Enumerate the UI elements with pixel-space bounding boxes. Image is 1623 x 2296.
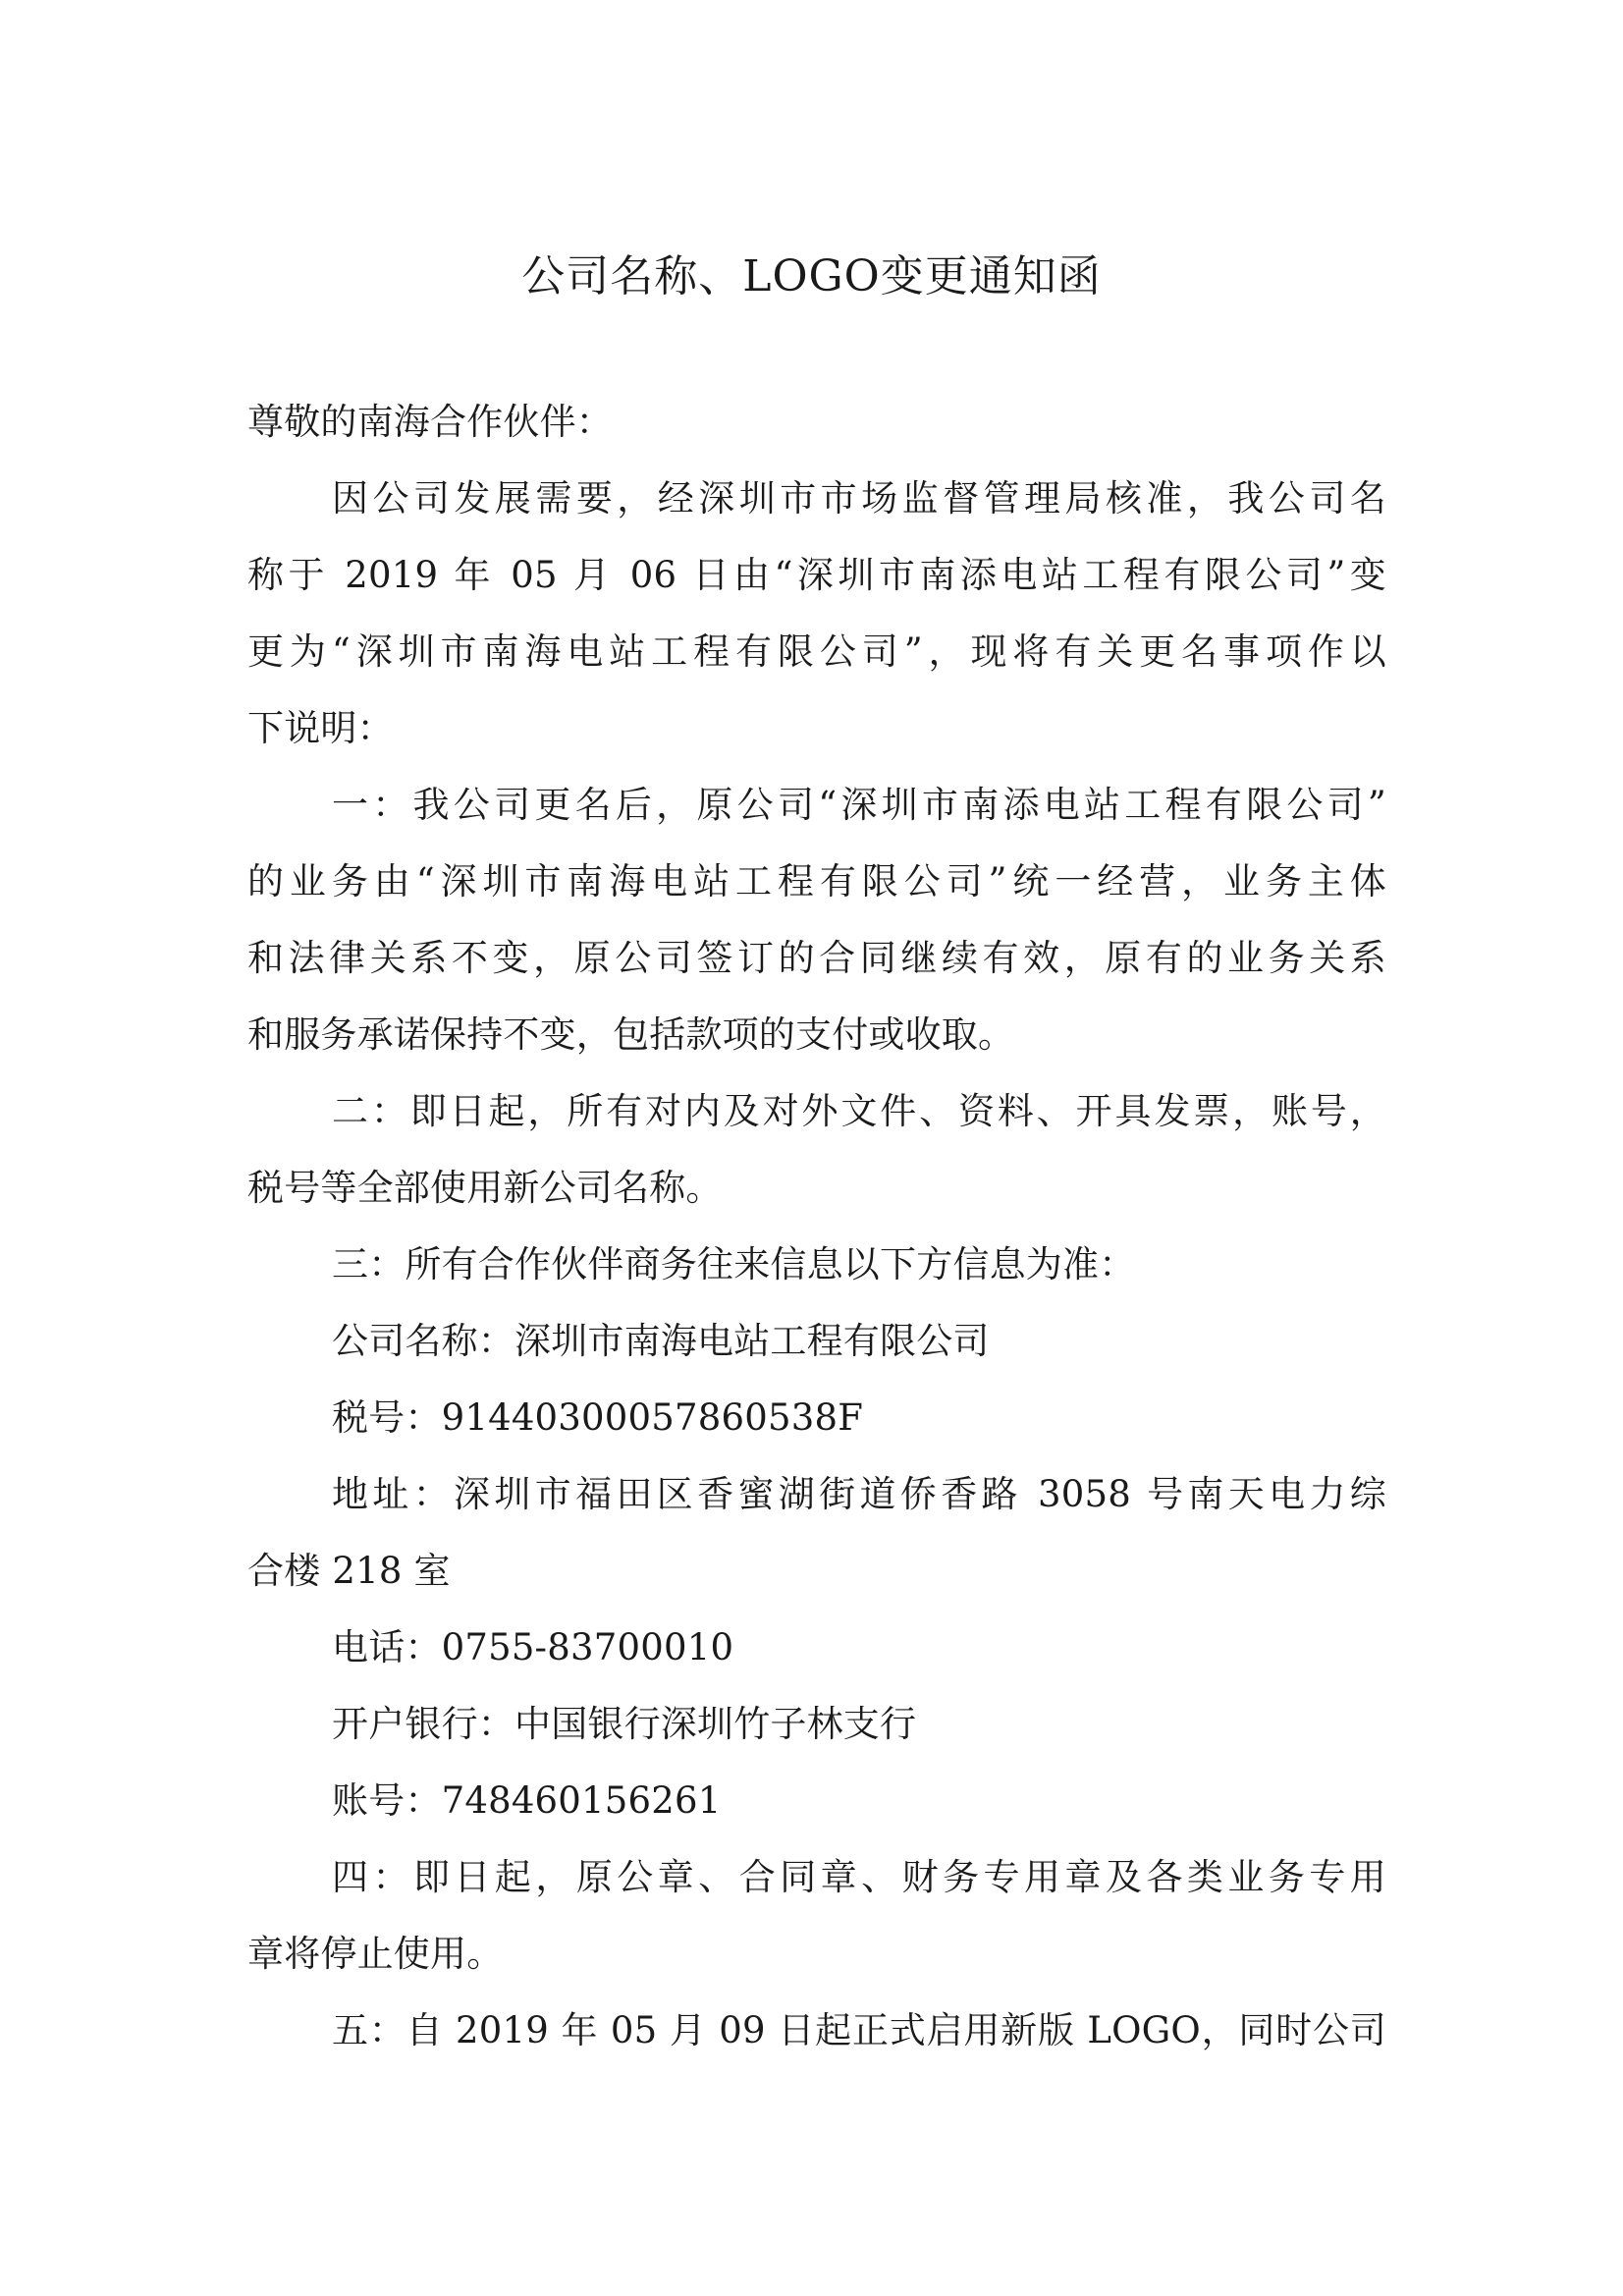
paragraph-intro-line: 因公司发展需要，经深圳市市场监督管理局核准，我公司名 [332, 477, 1386, 519]
item-four-line: 四：即日起，原公章、合同章、财务专用章及各类业务专用 [332, 1856, 1386, 1898]
item-one-line: 的业务由“深圳市南海电站工程有限公司”统一经营，业务主体 [247, 860, 1386, 902]
item-two-line: 税号等全部使用新公司名称。 [247, 1167, 723, 1209]
phone-line: 电话：0755-83700010 [332, 1626, 734, 1668]
item-two-line: 二：即日起，所有对内及对外文件、资料、开具发票，账号， [332, 1090, 1386, 1132]
bank-line: 开户银行：中国银行深圳竹子林支行 [332, 1703, 917, 1745]
address-line: 地址：深圳市福田区香蜜湖街道侨香路 3058 号南天电力综 [332, 1473, 1386, 1515]
item-three-line: 三：所有合作伙伴商务往来信息以下方信息为准： [332, 1243, 1136, 1285]
item-one-line: 和服务承诺保持不变，包括款项的支付或收取。 [247, 1013, 1015, 1056]
item-one-line: 一：我公司更名后，原公司“深圳市南添电站工程有限公司” [332, 784, 1386, 826]
paragraph-intro-line: 称于 2019 年 05 月 06 日由“深圳市南添电站工程有限公司”变 [247, 554, 1386, 596]
address-line: 合楼 218 室 [247, 1550, 451, 1592]
salutation: 尊敬的南海合作伙伴： [247, 401, 613, 443]
tax-number-line: 税号：91440300057860538F [332, 1396, 864, 1439]
item-one-line: 和法律关系不变，原公司签订的合同继续有效，原有的业务关系 [247, 937, 1386, 979]
document-title: 公司名称、LOGO变更通知函 [521, 251, 1102, 301]
paragraph-intro-line: 更为“深圳市南海电站工程有限公司”，现将有关更名事项作以 [247, 630, 1386, 673]
item-four-line: 章将停止使用。 [247, 1933, 504, 1975]
item-five-line: 五：自 2019 年 05 月 09 日起正式启用新版 LOGO，同时公司 [332, 2009, 1386, 2051]
account-line: 账号：748460156261 [332, 1779, 722, 1822]
paragraph-intro-line: 下说明： [247, 707, 394, 749]
company-name-line: 公司名称：深圳市南海电站工程有限公司 [332, 1320, 990, 1362]
